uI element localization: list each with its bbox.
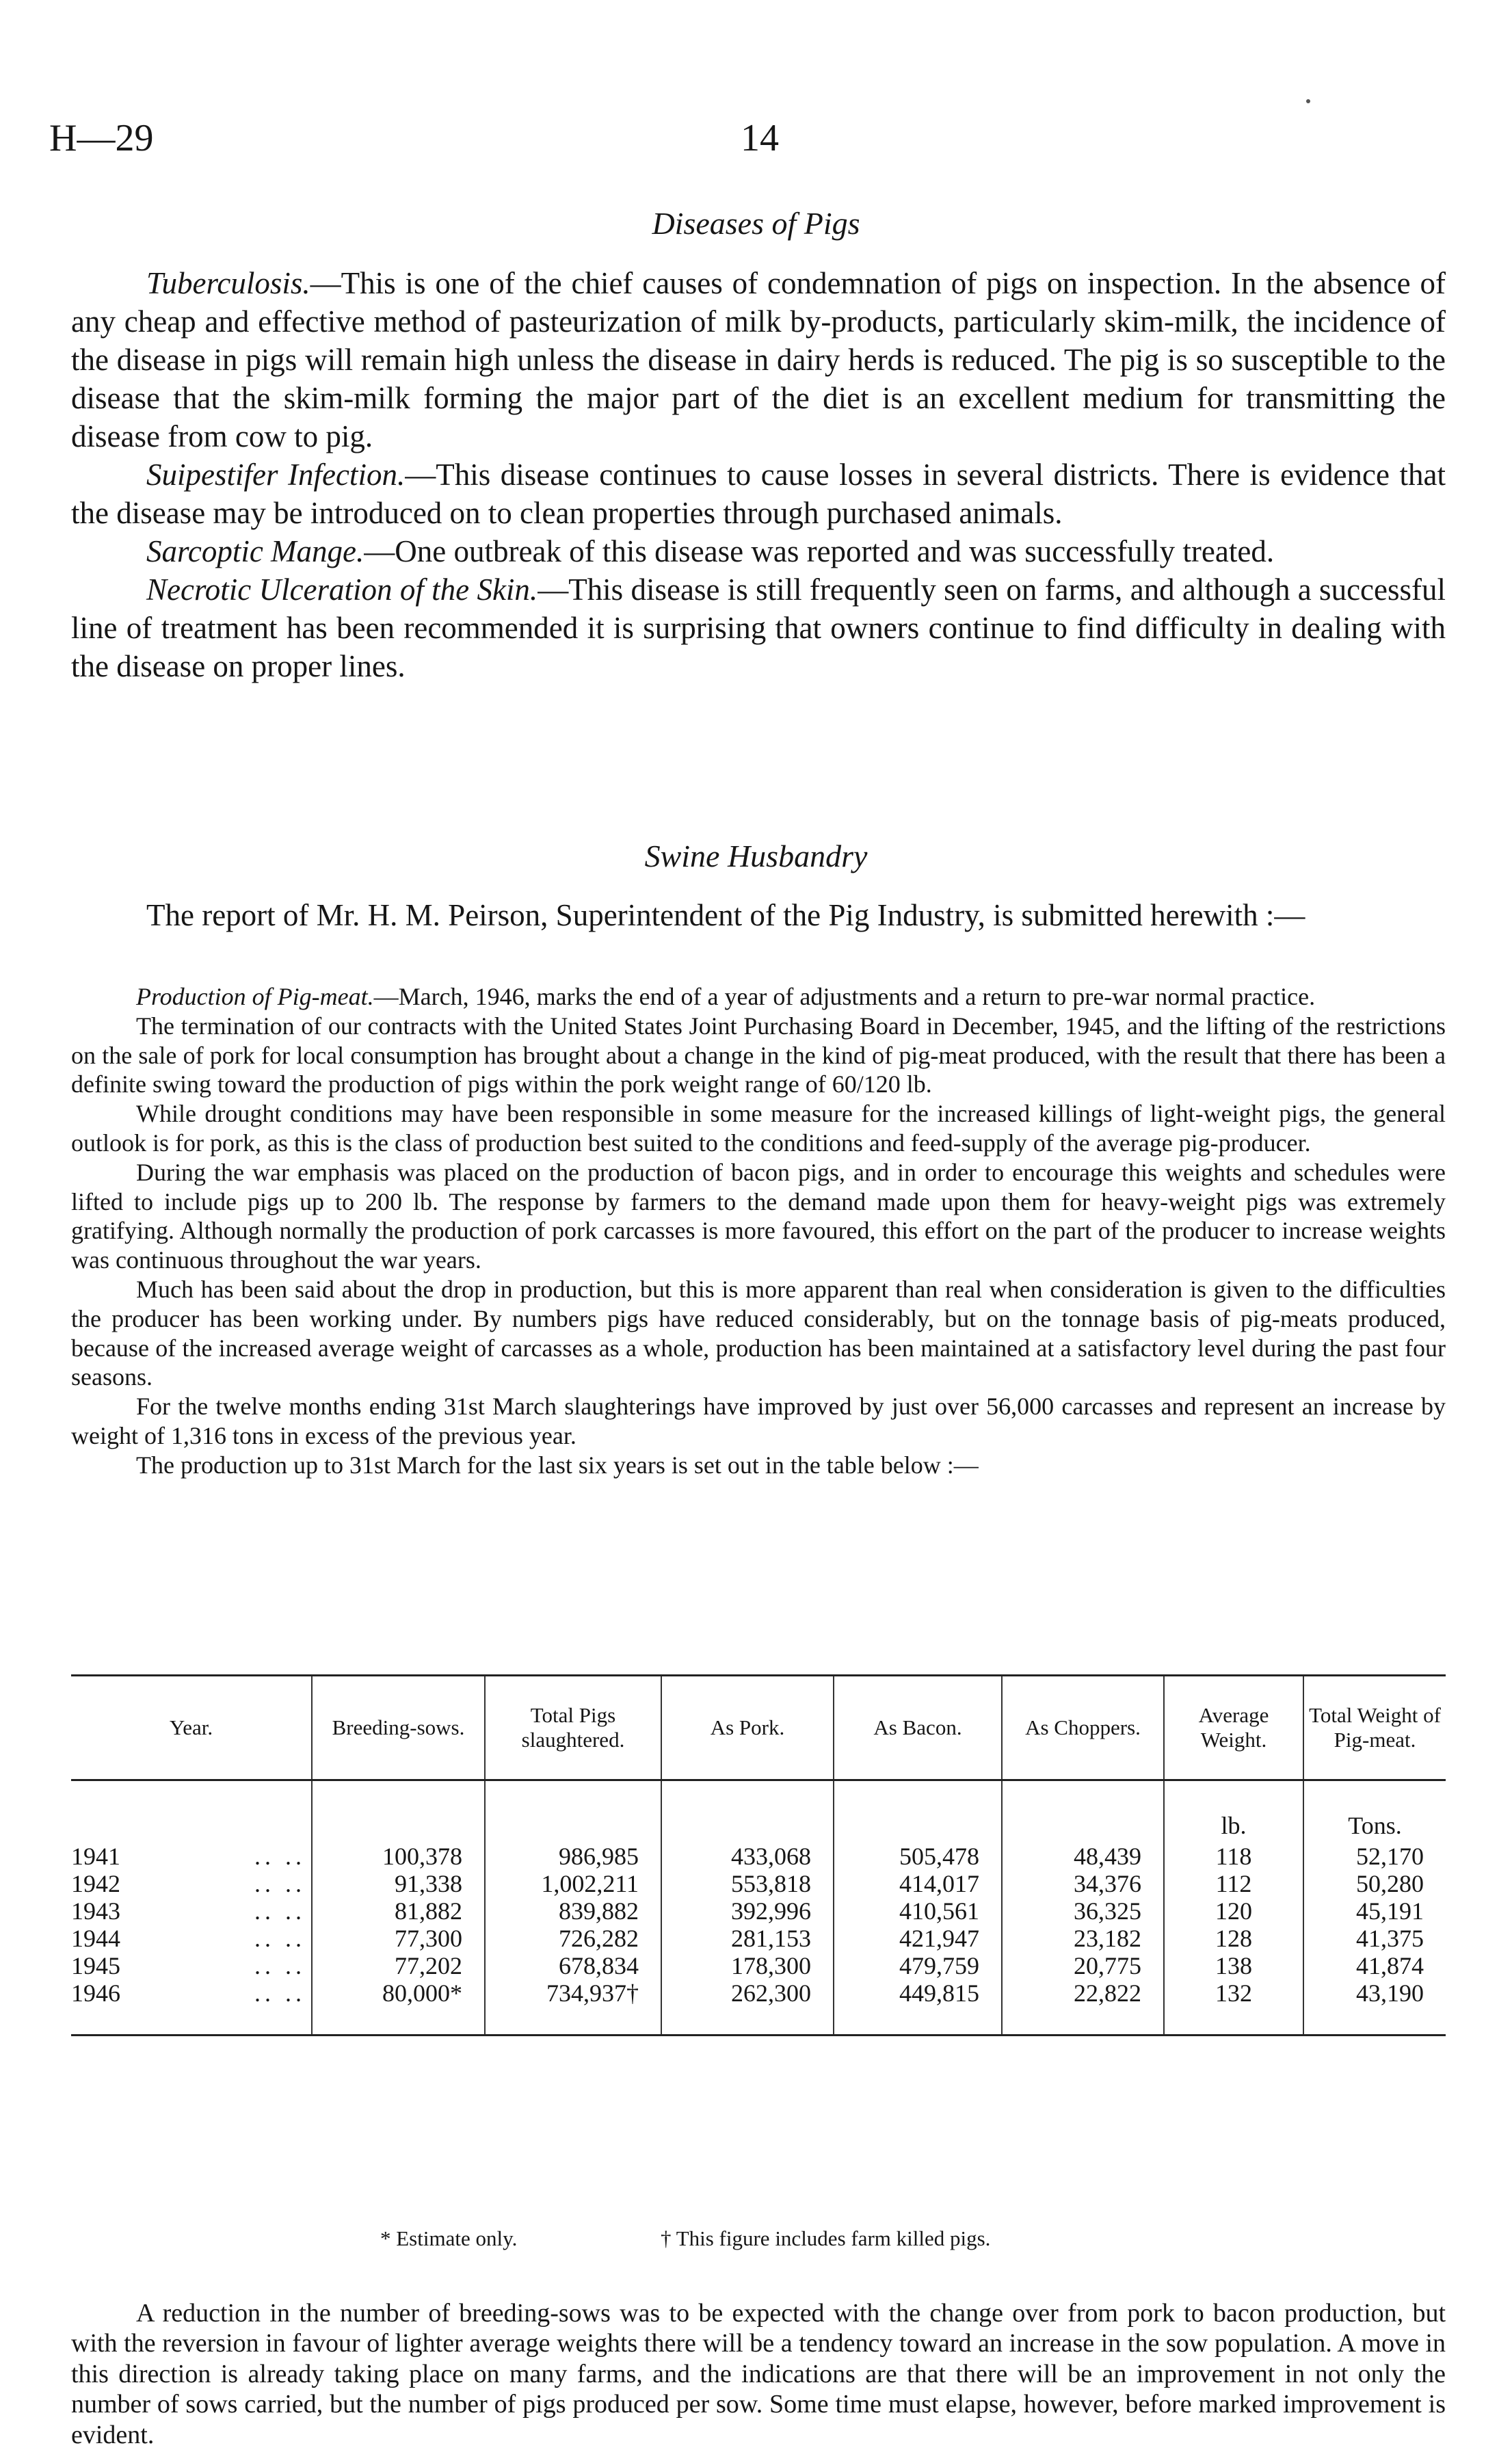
paragraph-text: —One outbreak of this disease was reported and was successfully treated.: [364, 534, 1275, 568]
footnote-estimate: * Estimate only.: [380, 2226, 518, 2250]
table-cell: 41,375: [1303, 1925, 1446, 1952]
paragraph-war-emphasis: During the war emphasis was placed on the production of bacon pigs, and in order to encourage this weights and schedules were lifted to include pigs up to 200 lb. The response by farmers to the demand made upon them for heavy-weight pigs was extremely gratifying. Although normally the production of pork carcasses is more favoured, this effort on the part of the producer to increase weights was continuous throughout the war years.: [71, 1158, 1446, 1274]
table-cell: 23,182: [1002, 1925, 1164, 1952]
table-cell: 50,280: [1303, 1870, 1446, 1897]
table-cell: 22,822: [1002, 1979, 1164, 2036]
table-cell: 839,882: [485, 1897, 661, 1925]
table-cell: 100,378: [312, 1843, 485, 1870]
footnote-farm-killed: † This figure includes farm killed pigs.: [661, 2226, 991, 2250]
year-leader: .. ..: [254, 1952, 306, 1979]
table-cell: [485, 1780, 661, 1843]
table-cell: 34,376: [1002, 1870, 1164, 1897]
year-cell: [71, 1925, 312, 1952]
table-cell: 553,818: [661, 1870, 834, 1897]
table-cell: [661, 1780, 834, 1843]
year-leader: .. ..: [254, 1870, 306, 1897]
table-cell: 281,153: [661, 1925, 834, 1952]
table-cell: 433,068: [661, 1843, 834, 1870]
paragraph-intro: The report of Mr. H. M. Peirson, Superintendent of the Pig Industry, is submitted herewith :—: [146, 898, 1305, 932]
year-value: 1944: [71, 1925, 120, 1952]
page-number: 14: [741, 117, 779, 159]
table-cell: 48,439: [1002, 1843, 1164, 1870]
table-cell: 45,191: [1303, 1897, 1446, 1925]
paragraph-text: —This disease continues to cause losses in several districts. There is evidence that the disease may be introduced on to clean properties through purchased animals.: [71, 458, 1446, 530]
table-cell: [834, 1780, 1002, 1843]
table-cell: 479,759: [834, 1952, 1002, 1979]
production-table: [71, 1674, 1446, 2036]
unit-lb: lb.: [1164, 1780, 1303, 1843]
stray-mark: [1306, 99, 1310, 103]
table-cell: 421,947: [834, 1925, 1002, 1952]
year-cell: [71, 1843, 312, 1870]
table-cell: 734,937†: [485, 1979, 661, 2036]
year-value: 1942: [71, 1870, 120, 1897]
paragraph-lead: Sarcoptic Mange.: [146, 534, 364, 568]
section-heading-diseases: Diseases of Pigs: [652, 206, 860, 241]
document-reference: H—29: [49, 117, 154, 159]
table-cell: 128: [1164, 1925, 1303, 1952]
paragraph-lead: Necrotic Ulceration of the Skin.: [146, 572, 538, 607]
paragraph-production-drop: Much has been said about the drop in production, but this is more apparent than real when consideration is given to the difficulties the producer has been working under. By numbers pigs have reduced considerably, but on the tonnage basis of pig-meats produced, because of the increased average weight of carcasses as a whole, production has been maintained at a satisfactory level during the past four seasons.: [71, 1275, 1446, 1391]
units-row: [71, 1780, 1446, 1843]
year-value: 1946: [71, 1979, 120, 2007]
table-row: [71, 1952, 1446, 1979]
paragraph-tuberculosis: [71, 264, 1446, 456]
paragraph-text: —This disease is still frequently seen on farms, and although a successful line of treatment has been recommended it is surprising that owners continue to find difficulty in dealing with the disease on proper lines.: [71, 572, 1446, 683]
paragraph-suipestifer: [71, 456, 1446, 532]
table-cell: 52,170: [1303, 1843, 1446, 1870]
table-cell: 505,478: [834, 1843, 1002, 1870]
table-cell: 678,834: [485, 1952, 661, 1979]
paragraph-lead: Suipestifer Infection.: [146, 458, 406, 492]
column-header-total-pigs: Total Pigs slaughtered.: [485, 1676, 661, 1780]
table-cell: 77,202: [312, 1952, 485, 1979]
table-cell: 178,300: [661, 1952, 834, 1979]
swine-intro: [71, 896, 1446, 934]
table-row: [71, 1870, 1446, 1897]
year-leader: .. ..: [254, 1979, 306, 2007]
table-cell: 262,300: [661, 1979, 834, 2036]
table-row: [71, 1925, 1446, 1952]
swine-report: [71, 982, 1446, 1480]
closing-section: [71, 2298, 1446, 2450]
section-heading-swine: Swine Husbandry: [644, 839, 868, 873]
table-cell: [312, 1780, 485, 1843]
paragraph-contracts: The termination of our contracts with the United States Joint Purchasing Board in December, 1945, and the lifting of the restrictions on the sale of pork for local consumption has brought about a change in the kind of pig-meat produced, with the result that there has been a definite swing toward the production of pigs within the pork weight range of 60/120 lb.: [71, 1012, 1446, 1098]
year-leader: .. ..: [254, 1897, 306, 1925]
paragraph-drought: While drought conditions may have been responsible in some measure for the increased killings of light-weight pigs, the general outlook is for pork, as this is the class of production best suited to the conditions and feed-supply of the average pig-producer.: [71, 1100, 1446, 1157]
year-leader: .. ..: [254, 1843, 306, 1870]
table-cell: 986,985: [485, 1843, 661, 1870]
column-header-year: Year.: [71, 1676, 312, 1780]
paragraph-slaughterings: For the twelve months ending 31st March slaughterings have improved by just over 56,000 carcasses and represent an increase by weight of 1,316 tons in excess of the previous year.: [71, 1393, 1446, 1449]
column-header-average-weight: Average Weight.: [1164, 1676, 1303, 1780]
table-cell: 41,874: [1303, 1952, 1446, 1979]
table-cell: 449,815: [834, 1979, 1002, 2036]
column-header-breeding-sows: Breeding-sows.: [312, 1676, 485, 1780]
year-leader: .. ..: [254, 1925, 306, 1952]
table-row: [71, 1843, 1446, 1870]
table-cell: 112: [1164, 1870, 1303, 1897]
table-cell: 414,017: [834, 1870, 1002, 1897]
table-cell: 1,002,211: [485, 1870, 661, 1897]
table-header-row: [71, 1676, 1446, 1780]
column-header-total-weight: Total Weight of Pig-meat.: [1303, 1676, 1446, 1780]
table-cell: 36,325: [1002, 1897, 1164, 1925]
table-row: [71, 1897, 1446, 1925]
column-header-pork: As Pork.: [661, 1676, 834, 1780]
column-header-bacon: As Bacon.: [834, 1676, 1002, 1780]
table-cell: [1002, 1780, 1164, 1843]
paragraph-production: [71, 982, 1446, 1012]
table-cell: 138: [1164, 1952, 1303, 1979]
year-value: 1945: [71, 1952, 120, 1979]
table-cell: 91,338: [312, 1870, 485, 1897]
paragraph-closing: A reduction in the number of breeding-sows was to be expected with the change over from pork to bacon production, but with the reversion in favour of lighter average weights there will be a tendency toward an increase in the sow population. A move in this direction is already taking place on many farms, and the indications are that there will be an improvement in not only the number of sows carried, but the number of pigs produced per sow. Some time must elapse, however, before marked improvement is evident.: [71, 2299, 1446, 2449]
table-row: [71, 1979, 1446, 2036]
table-cell: 80,000*: [312, 1979, 485, 2036]
paragraph-text: —This is one of the chief causes of condemnation of pigs on inspection. In the absence of any cheap and effective method of pasteurization of milk by-products, particularly skim-milk, the incidence of the disease in pigs will remain high unless the disease in dairy herds is reduced. The pig is so susceptible to the disease that the skim-milk forming the major part of the diet is an excellent medium for transmitting the disease from cow to pig.: [71, 266, 1446, 453]
table-cell: 120: [1164, 1897, 1303, 1925]
table-cell: 410,561: [834, 1897, 1002, 1925]
table-cell: 118: [1164, 1843, 1303, 1870]
year-cell: [71, 1979, 312, 2036]
column-header-choppers: As Choppers.: [1002, 1676, 1164, 1780]
table-cell: 81,882: [312, 1897, 485, 1925]
paragraph-lead: Tuberculosis.: [146, 266, 310, 300]
table-cell: 20,775: [1002, 1952, 1164, 1979]
year-value: 1941: [71, 1843, 120, 1870]
table-cell: [71, 1780, 312, 1843]
production-table-container: [71, 1674, 1446, 2036]
year-cell: [71, 1897, 312, 1925]
year-cell: [71, 1952, 312, 1979]
year-value: 1943: [71, 1897, 120, 1925]
diseases-section: [71, 264, 1446, 685]
table-cell: 726,282: [485, 1925, 661, 1952]
paragraph-sarcoptic-mange: [71, 532, 1446, 570]
paragraph-lead: Production of Pig-meat.: [136, 983, 374, 1010]
paragraph-table-intro: The production up to 31st March for the last six years is set out in the table below :—: [136, 1451, 979, 1479]
paragraph-necrotic-ulceration: [71, 570, 1446, 685]
unit-tons: Tons.: [1303, 1780, 1446, 1843]
table-cell: 132: [1164, 1979, 1303, 2036]
year-cell: [71, 1870, 312, 1897]
paragraph-text: —March, 1946, marks the end of a year of adjustments and a return to pre-war normal practice.: [373, 983, 1316, 1010]
table-cell: 43,190: [1303, 1979, 1446, 2036]
table-cell: 77,300: [312, 1925, 485, 1952]
table-cell: 392,996: [661, 1897, 834, 1925]
